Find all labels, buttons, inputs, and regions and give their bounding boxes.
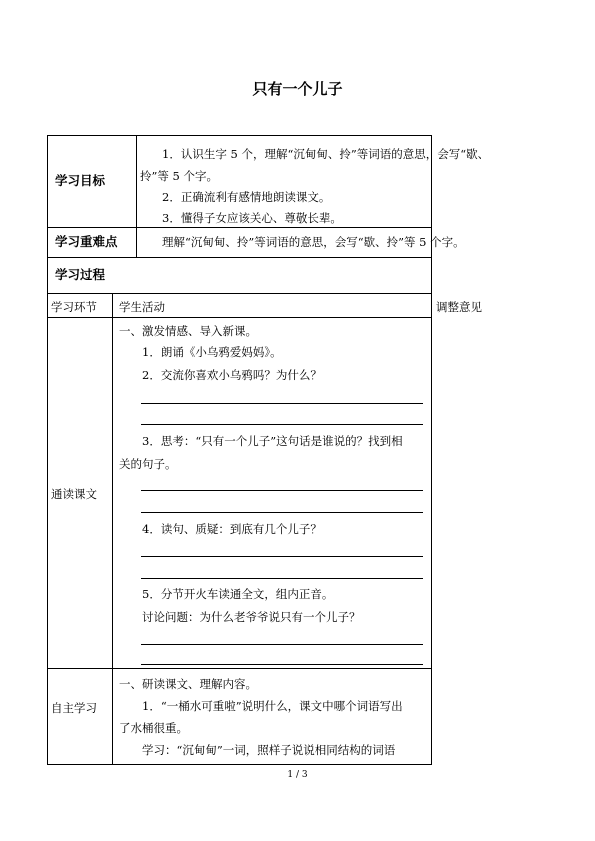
goal-1-cont: 拎”等 5 个字。 bbox=[140, 169, 219, 183]
process-label: 学习过程 bbox=[55, 267, 106, 282]
section2-label: 自主学习 bbox=[51, 701, 97, 715]
page-number: 1 / 3 bbox=[287, 770, 308, 780]
s1-line7: 讨论问题：为什么老爷爷说只有一个儿子？ bbox=[142, 610, 361, 624]
header-activity: 学生活动 bbox=[119, 300, 165, 314]
answer-line[interactable] bbox=[141, 424, 423, 425]
s1-line2: 1．朗诵《小乌鸦爱妈妈》。 bbox=[142, 345, 282, 359]
answer-line[interactable] bbox=[141, 512, 423, 513]
answer-line[interactable] bbox=[141, 490, 423, 491]
answer-line[interactable] bbox=[141, 578, 423, 579]
answer-line[interactable] bbox=[141, 644, 423, 645]
header-adjust: 调整意见 bbox=[436, 300, 482, 314]
answer-line[interactable] bbox=[141, 664, 423, 665]
s2-line1: 一、研读课文、理解内容。 bbox=[119, 677, 257, 691]
key-points-text: 理解“沉甸甸、拎”等词语的意思，会写“歇、拎”等 5 个字。 bbox=[162, 235, 465, 249]
header-stage: 学习环节 bbox=[51, 300, 97, 314]
s1-line3: 2．交流你喜欢小乌鸦吗？为什么？ bbox=[142, 368, 322, 382]
s2-line3: 学习：“沉甸甸”一词，照样子说说相同结构的词语 bbox=[142, 743, 396, 757]
goal-3: 3．懂得子女应该关心、尊敬长辈。 bbox=[162, 211, 342, 225]
goals-label: 学习目标 bbox=[55, 173, 106, 188]
s2-line2: 1．“一桶水可重啦”说明什么，课文中哪个词语写出 bbox=[142, 699, 403, 713]
page-title: 只有一个儿子 bbox=[252, 80, 343, 98]
s1-line5: 4．读句、质疑：到底有几个儿子？ bbox=[142, 522, 322, 536]
s1-line4: 3．思考：“只有一个儿子”这句话是谁说的？找到相 bbox=[142, 434, 403, 448]
goal-2: 2．正确流利有感情地朗读课文。 bbox=[162, 190, 331, 204]
section1-label: 通读课文 bbox=[51, 487, 97, 501]
s1-line6: 5．分节开火车读通全文，组内正音。 bbox=[142, 587, 334, 601]
key-points-label: 学习重难点 bbox=[55, 234, 118, 249]
s1-line4-cont: 关的句子。 bbox=[119, 457, 177, 471]
s1-line1: 一、激发情感、导入新课。 bbox=[119, 324, 257, 338]
s2-line2-cont: 了水桶很重。 bbox=[119, 721, 188, 735]
goal-1-line: 1．认识生字 5 个，理解“沉甸甸、拎”等词语的意思，会写“歇、 bbox=[162, 147, 490, 161]
answer-line[interactable] bbox=[141, 403, 423, 404]
answer-line[interactable] bbox=[141, 556, 423, 557]
